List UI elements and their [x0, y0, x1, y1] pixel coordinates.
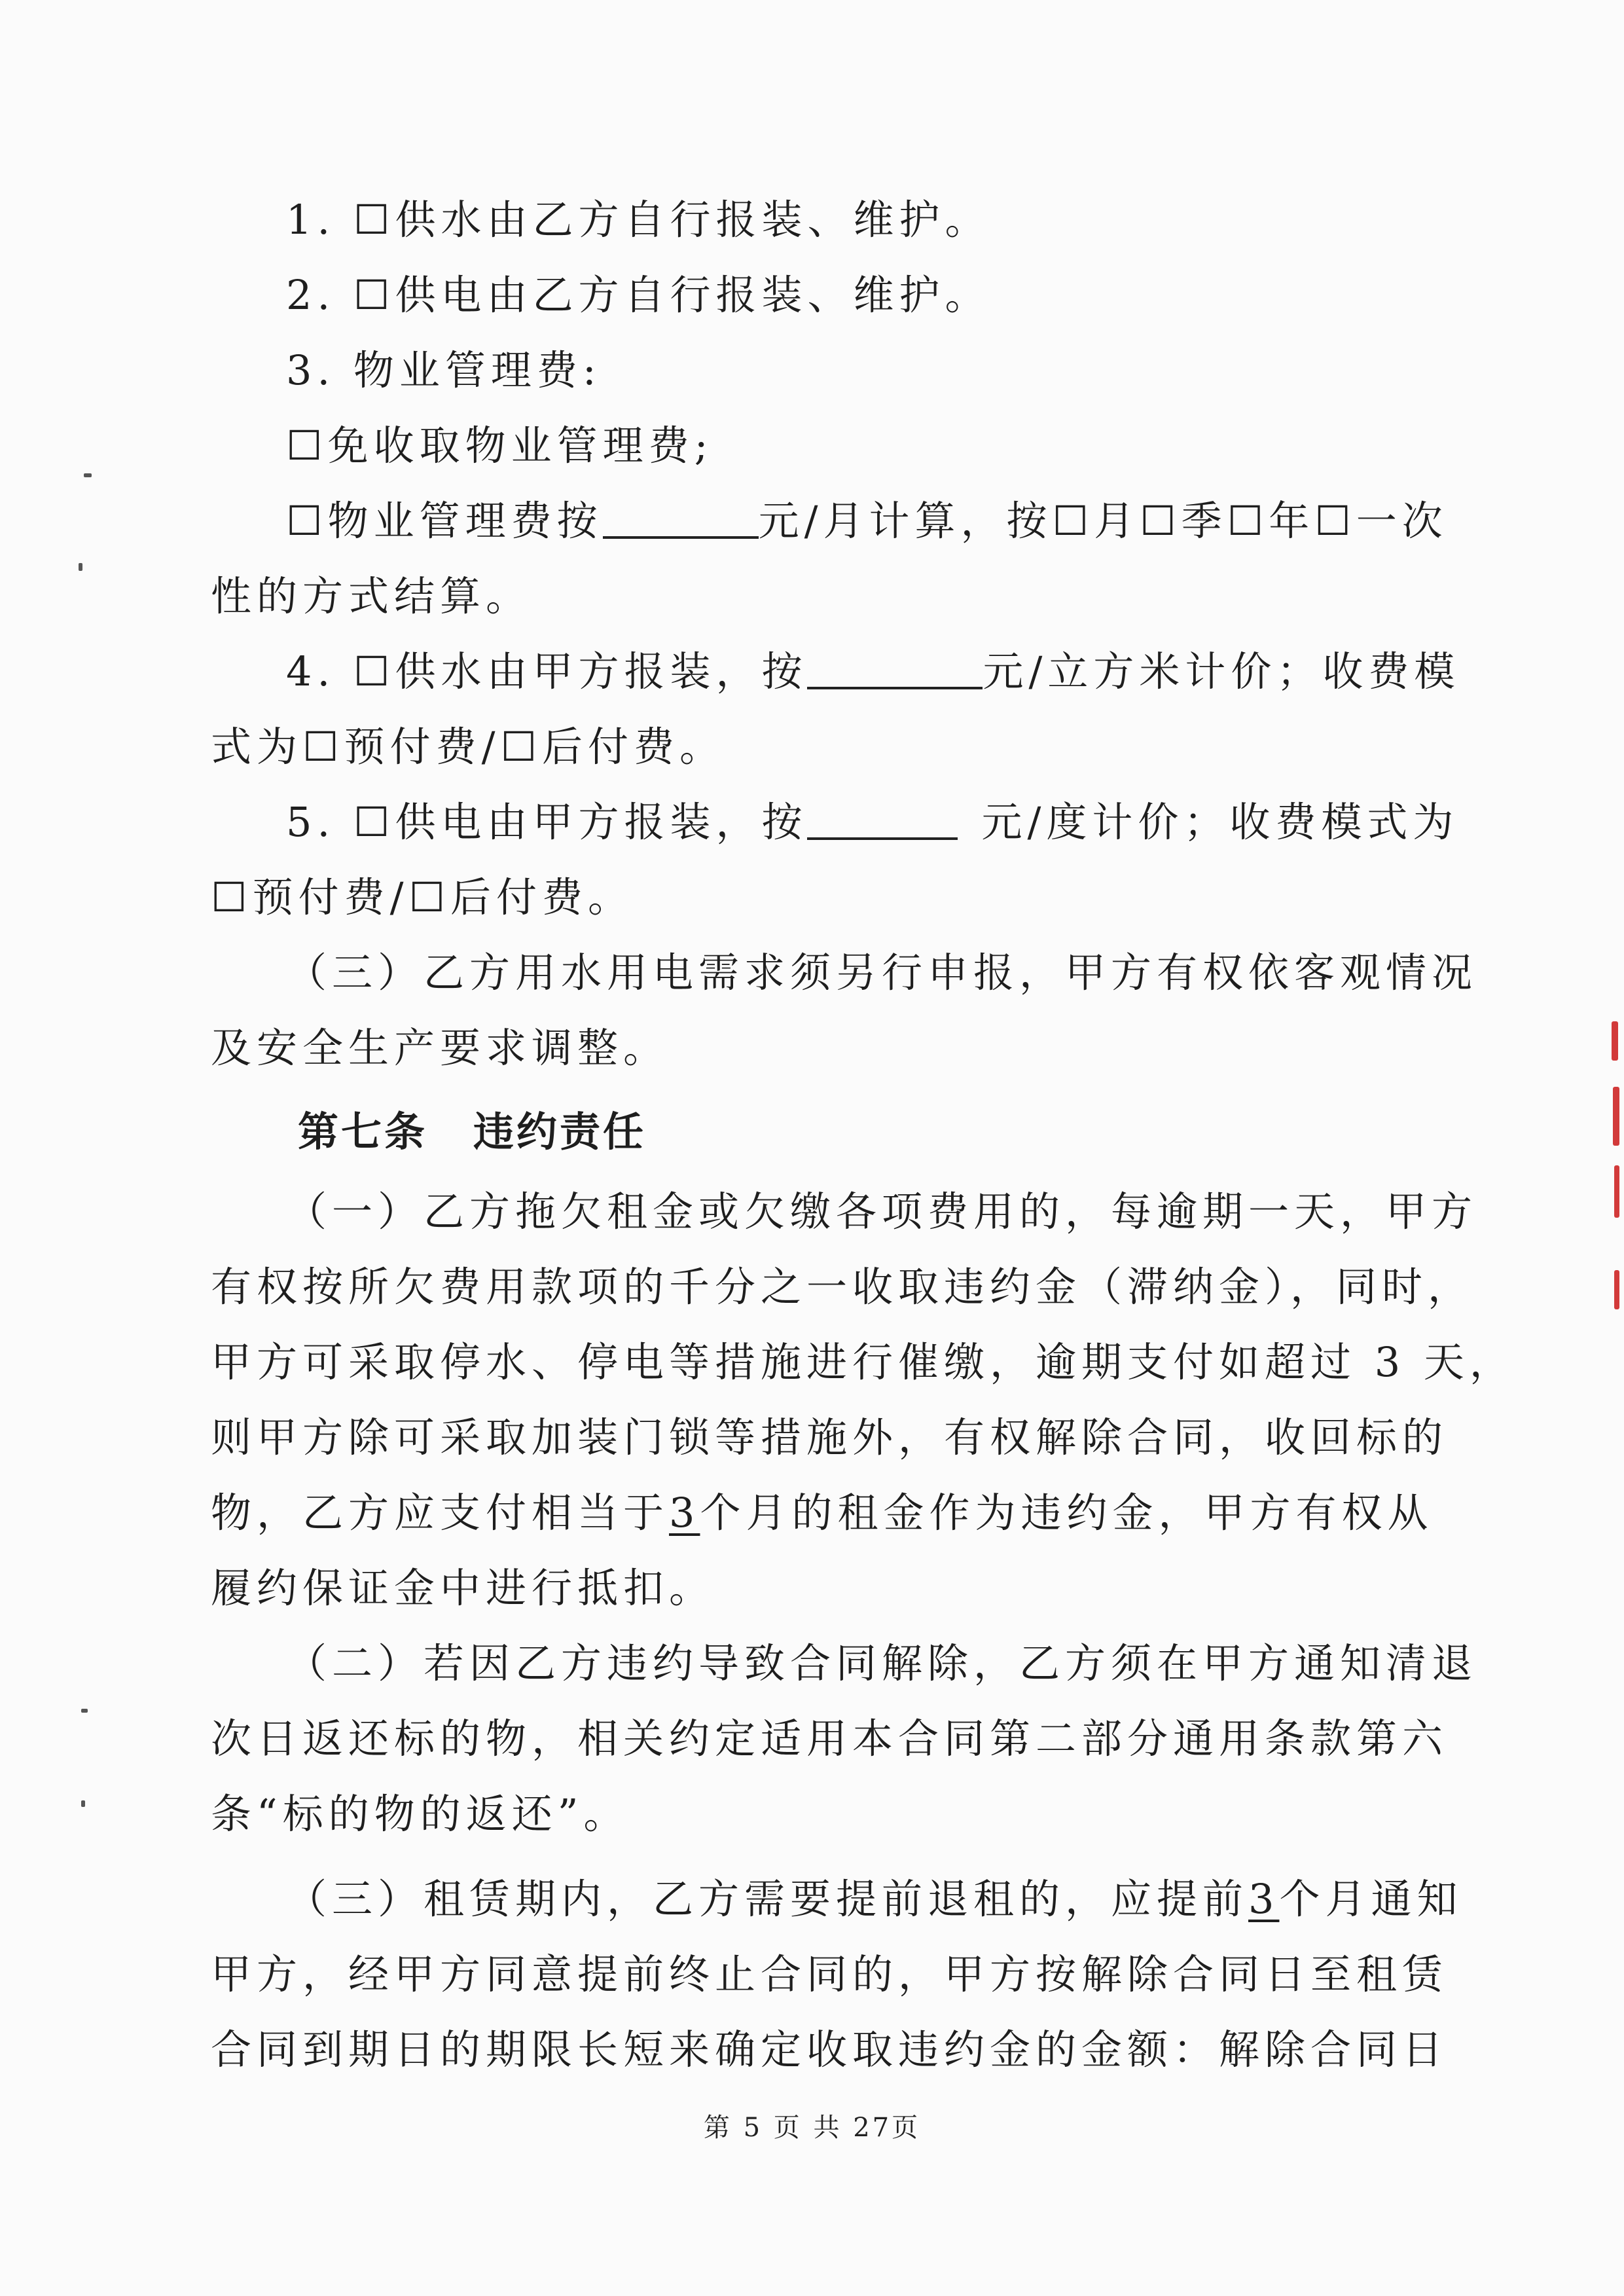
scan-speck: [81, 1800, 85, 1807]
text: ☐预付费/☐后付费。: [211, 873, 634, 921]
clause-7-1-cont: [211, 1324, 1515, 1400]
clause-7-2-cont: [211, 1701, 1449, 1777]
text: ☐物业管理费按: [286, 497, 603, 545]
filled-number: 3: [669, 1489, 700, 1537]
clause-water-party-a: [286, 634, 1460, 710]
text: 性的方式结算。: [211, 572, 532, 620]
scan-speck: [81, 1709, 88, 1713]
clause-usage-report: [286, 935, 1478, 1011]
clause-7-1-cont: [211, 1550, 1402, 1626]
text: （一）乙方拖欠租金或欠缴各项费用的，每逾期一天，甲方: [286, 1188, 1478, 1235]
clause-power-self: [286, 257, 1402, 333]
text: ☐免收取物业管理费;: [286, 422, 713, 469]
clause-usage-report-cont: [211, 1010, 1402, 1086]
clause-fee-exempt: [286, 408, 1402, 484]
seal-edge: [1612, 1021, 1618, 1061]
text: 2. ☐供电由乙方自行报装、维护。: [286, 271, 991, 319]
seal-edge: [1613, 1087, 1619, 1146]
text: 甲方，经甲方同意提前终止合同的，甲方按解除合同日至租赁: [211, 1950, 1449, 1998]
clause-7-1-cont: [211, 1249, 1474, 1325]
text: 3. 物业管理费:: [286, 346, 602, 394]
text: 个月的租金作为违约金，甲方有权从: [700, 1489, 1434, 1537]
clause-7-3: [286, 1861, 1463, 1937]
fill-blank-water-price[interactable]: [807, 646, 983, 689]
clause-fee-rate: [286, 483, 1448, 559]
text: 元/月计算，按☐月☐季☐年☐一次: [758, 497, 1448, 545]
clause-7-3-cont: [211, 2012, 1449, 2088]
clause-7-2: [286, 1626, 1478, 1702]
page-number-footer: 第 5 页 共 27页: [703, 2113, 921, 2143]
clause-7-3-cont: [211, 1937, 1449, 2013]
article-7-heading: [298, 1094, 1489, 1170]
text: （二）若因乙方违约导致合同解除，乙方须在甲方通知清退: [286, 1639, 1478, 1687]
text: （三）租赁期内，乙方需要提前退租的，应提前: [286, 1875, 1249, 1923]
article-number: 第七条: [298, 1108, 428, 1156]
fill-blank-power-price[interactable]: [807, 797, 958, 840]
text: （三）乙方用水用电需求须另行申报，甲方有权依客观情况: [286, 949, 1478, 996]
text: 则甲方除可采取加装门锁等措施外，有权解除合同，收回标的: [211, 1413, 1449, 1461]
text: 及安全生产要求调整。: [211, 1024, 670, 1072]
article-title: 违约责任: [473, 1108, 647, 1156]
text: 甲方可采取停水、停电等措施进行催缴，逾期支付如超过 3 天，: [211, 1338, 1515, 1386]
text: 条“标的物的返还”。: [211, 1790, 630, 1838]
clause-power-party-a-cont: [211, 860, 1402, 936]
scan-speck: [79, 563, 82, 571]
text: 有权按所欠费用款项的千分之一收取违约金（滞纳金），同时，: [211, 1263, 1474, 1311]
clause-water-self: [286, 182, 1402, 258]
text: 个月通知: [1279, 1875, 1463, 1923]
text: 4. ☐供水由甲方报装，按: [286, 647, 808, 695]
clause-7-1-cont: [211, 1475, 1434, 1551]
filled-number: 3: [1248, 1875, 1280, 1923]
text: 元/立方米计价；收费模: [983, 647, 1460, 695]
seal-edge: [1614, 1270, 1619, 1309]
seal-edge: [1614, 1165, 1619, 1218]
text: 式为☐预付费/☐后付费。: [211, 723, 726, 771]
text: 合同到期日的期限长短来确定收取违约金的金额：解除合同日: [211, 2026, 1449, 2073]
clause-fee-rate-cont: [211, 558, 1402, 634]
clause-water-party-a-cont: [211, 709, 1402, 785]
clause-7-1: [286, 1174, 1478, 1250]
text: 1. ☐供水由乙方自行报装、维护。: [286, 196, 991, 244]
clause-power-party-a: [286, 784, 1459, 860]
text: 5. ☐供电由甲方报装，按: [286, 798, 808, 846]
clause-property-fee-heading: [286, 333, 1402, 409]
text: 物，乙方应支付相当于: [211, 1489, 670, 1537]
scan-speck: [84, 473, 92, 477]
text: 次日返还标的物，相关约定适用本合同第二部分通用条款第六: [211, 1715, 1449, 1762]
text: 履约保证金中进行抵扣。: [211, 1564, 715, 1612]
text: 元/度计价；收费模式为: [981, 798, 1459, 846]
clause-7-2-cont: [211, 1776, 1402, 1852]
fill-blank-fee[interactable]: [603, 496, 759, 539]
clause-7-1-cont: [211, 1400, 1449, 1476]
